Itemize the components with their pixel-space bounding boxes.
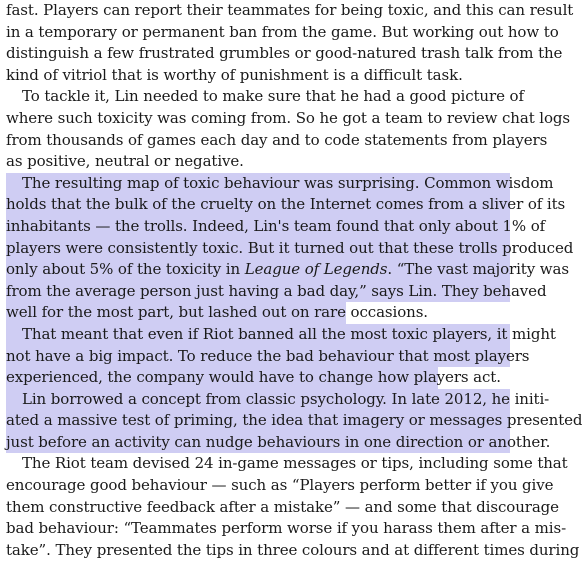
game-title-italic: League of Legends (244, 260, 388, 279)
text-line: from thousands of games each day and to code statements from players (6, 130, 548, 149)
text-line: take”. They presented the tips in three colours and at different times during (6, 540, 580, 559)
text-line: where such toxicity was coming from. So he got a team to review chat logs (6, 108, 571, 127)
document-page (6, 0, 582, 561)
text-line: To tackle it, Lin needed to make sure that he had a good picture of (22, 87, 524, 106)
text-line: encourage good behaviour — such as “Players perform better if you give (6, 476, 554, 495)
highlighted-text-line[interactable]: players were consistently toxic. But it turned out that these trolls produced (6, 238, 510, 260)
text-line: them constructive feedback after a mistake” — and some that discourage (6, 497, 559, 516)
text-line: as positive, neutral or negative. (6, 152, 244, 171)
text-segment: . “The vast majority was (387, 260, 569, 279)
highlighted-text-line[interactable]: holds that the bulk of the cruelty on the Internet comes from a sliver of its (6, 194, 510, 216)
text-line: kind of vitriol that is worthy of punishment is a difficult task. (6, 65, 463, 84)
highlighted-text-line[interactable]: inhabitants — the trolls. Indeed, Lin's team found that only about 1% of (6, 216, 510, 238)
highlighted-text-line[interactable]: ated a massive test of priming, the idea that imagery or messages presented (6, 410, 510, 432)
text-line: distinguish a few frustrated grumbles or good-natured trash talk from the (6, 44, 563, 63)
text-line: fast. Players can report their teammates for being toxic, and this can result (6, 1, 574, 19)
highlighted-text-line[interactable]: Lin borrowed a concept from classic psychology. In late 2012, he initi- (6, 389, 510, 411)
text-line: in a temporary or permanent ban from the game. But working out how to (6, 22, 559, 41)
highlighted-text-line[interactable] (6, 259, 569, 281)
highlighted-text-line[interactable]: experienced, the company would have to change how players act. (6, 367, 438, 389)
text-line: bad behaviour: “Teammates perform worse if you harass them after a mis- (6, 519, 567, 538)
highlighted-text-line[interactable]: That meant that even if Riot banned all the most toxic players, it might (6, 324, 510, 346)
text-line: The Riot team devised 24 in-game messages or tips, including some that (22, 454, 568, 473)
highlighted-text-line[interactable]: well for the most part, but lashed out on rare occasions. (6, 302, 346, 324)
highlighted-text-line[interactable]: not have a big impact. To reduce the bad behaviour that most players (6, 346, 510, 368)
text-segment: only about 5% of the toxicity in (6, 260, 245, 279)
highlighted-text-line[interactable]: The resulting map of toxic behaviour was surprising. Common wisdom (6, 173, 510, 195)
highlighted-text-line[interactable]: just before an activity can nudge behaviours in one direction or another. (6, 432, 510, 454)
highlighted-text-line[interactable]: from the average person just having a bad day,” says Lin. They behaved (6, 281, 510, 303)
